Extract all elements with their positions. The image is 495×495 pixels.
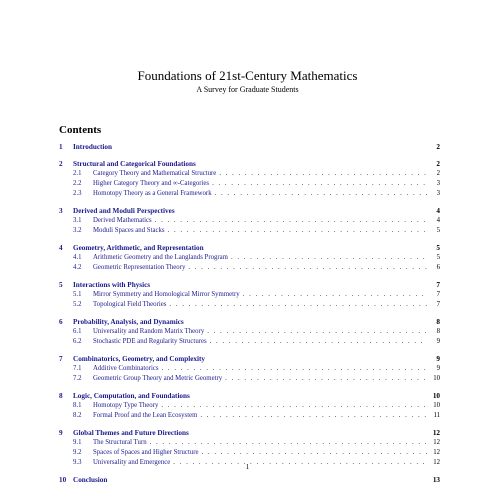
toc-page-number: 12 (432, 429, 440, 437)
toc-subsection-number: 3.2 (73, 227, 82, 234)
toc-section-entry[interactable] (59, 280, 440, 290)
toc-subsection-number: 9.1 (73, 439, 82, 446)
toc-page-number: 6 (436, 264, 440, 271)
toc-dot-leader (161, 401, 427, 411)
toc-section-entry[interactable] (59, 391, 440, 401)
toc-subsection-number: 2.2 (73, 180, 82, 187)
toc-dot-leader (168, 226, 427, 236)
toc-section-entry[interactable] (59, 159, 440, 169)
toc-subsection-number: 7.1 (73, 365, 82, 372)
toc-subsection-title[interactable]: Universality and Emergence (93, 459, 171, 466)
toc-dot-leader (200, 411, 427, 421)
toc-section-number: 8 (59, 392, 63, 400)
toc-page-number: 7 (436, 291, 440, 298)
toc-subsection-number: 9.3 (73, 459, 82, 466)
toc-section-title[interactable]: Introduction (73, 143, 113, 151)
toc-section-number: 7 (59, 355, 63, 363)
toc-subsection-number: 9.2 (73, 449, 82, 456)
toc-subsection-entry[interactable] (59, 448, 440, 458)
toc-subsection-number: 5.1 (73, 291, 82, 298)
toc-page-number: 5 (436, 227, 440, 234)
toc-subsection-title[interactable]: Geometric Group Theory and Metric Geometry (93, 375, 223, 382)
toc-page-number: 10 (432, 392, 440, 400)
toc-section-entry[interactable] (59, 428, 440, 438)
toc-page-number: 8 (436, 318, 440, 326)
toc-dot-leader (150, 438, 427, 448)
toc-section-number: 10 (59, 476, 67, 484)
toc-page-number: 4 (436, 217, 440, 224)
toc-section-entry[interactable] (59, 243, 440, 253)
toc-section-title[interactable]: Geometry, Arithmetic, and Representation (73, 244, 204, 252)
toc-section-title[interactable]: Structural and Categorical Foundations (73, 160, 196, 168)
toc-subsection-title[interactable]: Mirror Symmetry and Homological Mirror Symmetry (93, 291, 240, 298)
toc-section-number: 3 (59, 207, 63, 215)
table-of-contents (59, 142, 440, 492)
toc-dot-leader (225, 374, 427, 384)
document-title: Foundations of 21st-Century Mathematics (137, 68, 358, 83)
toc-page-number: 5 (436, 244, 440, 252)
toc-section-entry[interactable] (59, 475, 440, 485)
toc-section (59, 317, 440, 347)
toc-section-number: 5 (59, 281, 63, 289)
toc-subsection-title[interactable]: Moduli Spaces and Stacks (93, 227, 165, 234)
toc-page-number: 4 (436, 207, 440, 215)
toc-section-entry[interactable] (59, 354, 440, 364)
toc-subsection-title[interactable]: Spaces of Spaces and Higher Structure (93, 449, 199, 456)
toc-section-title[interactable]: Conclusion (73, 476, 108, 484)
toc-section (59, 206, 440, 236)
toc-page-number: 5 (436, 254, 440, 261)
toc-page-number: 7 (436, 281, 440, 289)
toc-page-number: 3 (436, 180, 440, 187)
toc-dot-leader (188, 263, 427, 273)
toc-page-number: 3 (436, 190, 440, 197)
toc-subsection-entry[interactable] (59, 364, 440, 374)
toc-page-number: 9 (436, 355, 440, 363)
toc-subsection-number: 4.2 (73, 264, 82, 271)
document-subtitle: A Survey for Graduate Students (196, 85, 299, 94)
toc-page-number: 12 (433, 449, 440, 456)
toc-section (59, 475, 440, 485)
toc-subsection-entry[interactable] (59, 216, 440, 226)
toc-section-entry[interactable] (59, 142, 440, 152)
toc-section-title[interactable]: Derived and Moduli Perspectives (73, 207, 175, 215)
toc-dot-leader (169, 300, 427, 310)
toc-page-number: 7 (436, 301, 440, 308)
toc-section-title[interactable]: Logic, Computation, and Foundations (73, 392, 190, 400)
toc-page-number: 9 (436, 338, 440, 345)
toc-subsection-title[interactable]: Category Theory and Mathematical Structure (93, 170, 217, 177)
toc-section (59, 280, 440, 310)
toc-dot-leader (215, 189, 427, 199)
toc-subsection-number: 6.2 (73, 338, 82, 345)
toc-subsection-title[interactable]: The Structural Turn (93, 439, 147, 446)
toc-subsection-entry[interactable] (59, 401, 440, 411)
toc-dot-leader (207, 327, 427, 337)
toc-subsection-number: 6.1 (73, 328, 82, 335)
toc-page-number: 10 (433, 402, 440, 409)
toc-dot-leader (210, 337, 427, 347)
page-number: 1 (245, 463, 250, 471)
toc-subsection-number: 7.2 (73, 375, 82, 382)
toc-subsection-entry[interactable] (59, 253, 440, 263)
toc-subsection-title[interactable]: Additive Combinatorics (93, 365, 159, 372)
toc-subsection-entry[interactable] (59, 327, 440, 337)
toc-section-number: 9 (59, 429, 63, 437)
toc-subsection-title[interactable]: Formal Proof and the Lean Ecosystem (93, 412, 198, 419)
toc-page-number: 11 (433, 412, 440, 419)
toc-page-number: 9 (436, 365, 440, 372)
toc-section (59, 354, 440, 384)
toc-subsection-title[interactable]: Homotopy Type Theory (93, 402, 159, 409)
toc-dot-leader (202, 448, 427, 458)
toc-section-title[interactable]: Combinatorics, Geometry, and Complexity (73, 355, 205, 363)
toc-subsection-entry[interactable] (59, 290, 440, 300)
toc-subsection-number: 8.1 (73, 402, 82, 409)
toc-dot-leader (155, 216, 427, 226)
toc-section-entry[interactable] (59, 206, 440, 216)
toc-section-number: 1 (59, 143, 63, 151)
toc-dot-leader (243, 290, 427, 300)
toc-subsection-entry[interactable] (59, 411, 440, 421)
toc-subsection-entry[interactable] (59, 300, 440, 310)
toc-page-number: 12 (433, 439, 440, 446)
toc-subsection-entry[interactable] (59, 189, 440, 199)
toc-section (59, 428, 440, 468)
toc-dot-leader (219, 169, 427, 179)
toc-section-number: 4 (59, 244, 63, 252)
toc-subsection-entry[interactable] (59, 226, 440, 236)
toc-subsection-entry[interactable] (59, 374, 440, 384)
toc-subsection-number: 3.1 (73, 217, 82, 224)
toc-page-number: 2 (436, 160, 440, 168)
toc-subsection-number: 5.2 (73, 301, 82, 308)
toc-page-number: 2 (436, 143, 440, 151)
toc-section-number: 6 (59, 318, 63, 326)
toc-section (59, 243, 440, 273)
toc-page-number: 12 (433, 459, 440, 466)
toc-section-number: 2 (59, 160, 63, 168)
toc-section-title[interactable]: Probability, Analysis, and Dynamics (73, 318, 184, 326)
toc-section-title[interactable]: Interactions with Physics (73, 281, 151, 289)
toc-page-number: 13 (432, 476, 440, 484)
toc-subsection-number: 8.2 (73, 412, 82, 419)
toc-subsection-number: 4.1 (73, 254, 82, 261)
toc-section (59, 391, 440, 421)
toc-dot-leader (162, 364, 427, 374)
contents-heading: Contents (59, 124, 102, 136)
toc-subsection-title[interactable]: Stochastic PDE and Regularity Structures (93, 338, 207, 345)
toc-subsection-entry[interactable] (59, 169, 440, 179)
toc-subsection-title[interactable]: Arithmetic Geometry and the Langlands Program (93, 254, 228, 261)
toc-subsection-title[interactable]: Topological Field Theories (93, 301, 167, 308)
toc-subsection-title[interactable]: Higher Category Theory and ∞-Categories (93, 180, 210, 187)
toc-section (59, 142, 440, 152)
toc-subsection-title[interactable]: Homotopy Theory as a General Framework (93, 190, 212, 197)
toc-subsection-title[interactable]: Universality and Random Matrix Theory (93, 328, 205, 335)
toc-dot-leader (231, 253, 427, 263)
toc-subsection-entry[interactable] (59, 179, 440, 189)
toc-page-number: 2 (436, 170, 440, 177)
toc-section (59, 159, 440, 199)
toc-section-title[interactable]: Global Themes and Future Directions (73, 429, 189, 437)
toc-dot-leader (212, 179, 427, 189)
toc-subsection-entry[interactable] (59, 263, 440, 273)
toc-section-entry[interactable] (59, 317, 440, 327)
toc-subsection-title[interactable]: Derived Mathematics (93, 217, 152, 224)
toc-subsection-number: 2.3 (73, 190, 82, 197)
toc-subsection-number: 2.1 (73, 170, 82, 177)
toc-subsection-entry[interactable] (59, 438, 440, 448)
toc-subsection-title[interactable]: Geometric Representation Theory (93, 264, 186, 271)
toc-page-number: 8 (436, 328, 440, 335)
toc-page-number: 10 (433, 375, 440, 382)
toc-subsection-entry[interactable] (59, 337, 440, 347)
